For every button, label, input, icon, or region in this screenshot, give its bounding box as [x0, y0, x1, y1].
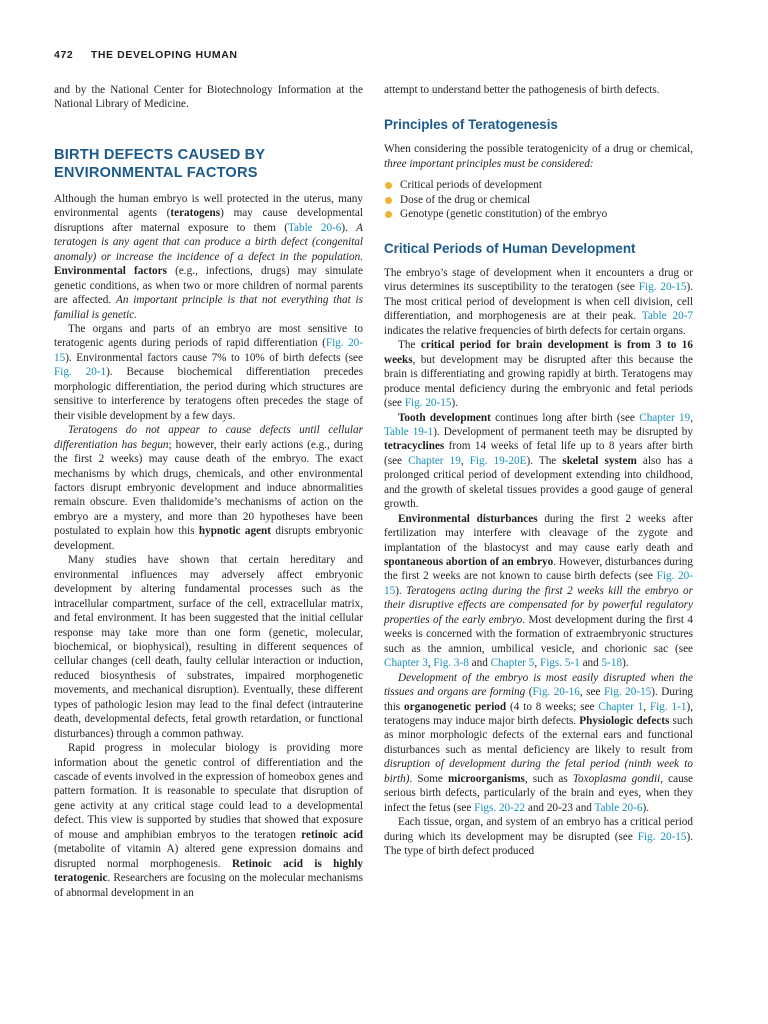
left-column — [54, 83, 363, 900]
paragraph-critical-period-each-tissue: Each tissue, organ, and system of an embryo has a critical period during which its development may be disrupted (see Fig. 20-15). The type of birth defect produced — [384, 816, 693, 858]
link-table-20-7[interactable]: Table 20-7 — [641, 310, 693, 323]
paragraph-teratogens: Although the human embryo is well protected in the uterus, many environmental agents (teratogens) may cause developmental disruptions after maternal exposure to them (Table 20-6). A teratogen is any agent that can produce a birth defect (congenital anomaly) or increase the incidence of a defect in the population. Environmental factors (e.g., infections, drugs) may simulate genetic conditions, as when two or more children of normal parents are affected. An important principle is that not everything that is familial is genetic. — [54, 192, 364, 321]
paragraph-differentiation: Teratogens do not appear to cause defects until cellular differentiation has begun; however, their early actions (e.g., during the first 2 weeks) may cause death of the embryo. The exact mechanisms by which drugs, chemicals, and other environmental factors disrupt embryonic development and induce abnormalities remain obscure. Even thalidomide’s mechanisms of action on the embryo are a mystery, and more than 20 hypotheses have been postulated to explain how this hypnotic agent disrupts embryonic development. — [54, 424, 363, 552]
running-header — [54, 49, 238, 61]
bullet-dot-icon — [385, 182, 392, 189]
link-chapter-5[interactable]: Chapter 5 — [490, 657, 535, 670]
link-fig-19-20e[interactable]: Fig. 19-20E — [469, 454, 527, 467]
paragraph-environmental-disturbances: Environmental disturbances during the first 2 weeks after fertilization may interfere with cleavage of the zygote and implantation of the blastocyst and may cause early death and spontaneous abortion of an embryo. However, disturbances during the first 2 weeks are not known to cause birth defects (see Fig. 20-15). Teratogens acting during the first 2 weeks kill the embryo or their disruptive effects are compensated for by powerful regulatory properties of the early embryo. Most development during the first 4 weeks is concerned with the formation of extraembryonic structures such as the amnion, umbilical vesicle, and chorionic sac (see Chapter 3, Fig. 3-8 and Chapter 5, Figs. 5-1 and 5-18). — [384, 512, 694, 670]
principles-list — [384, 178, 693, 221]
link-figs-20-22[interactable]: Figs. 20-22 — [474, 801, 526, 814]
link-figs-5-1[interactable]: Figs. 5-1 — [540, 657, 580, 670]
paragraph-embryo-stage: The embryo’s stage of development when it encounters a drug or virus determines its susceptibility to the teratogen (see Fig. 20-15). The most critical period of development is when cell division, cell differentiation, and morphogenesis are at their peak. Table 20-7 indicates the relative frequencies of birth defects for certain organs. — [384, 266, 693, 337]
link-chapter-1[interactable]: Chapter 1 — [598, 700, 644, 713]
list-item: Critical periods of development — [384, 178, 693, 192]
link-fig-20-15[interactable]: Fig. 20-15 — [603, 686, 652, 699]
right-column — [384, 83, 693, 859]
paragraph-tooth-development: Tooth development continues long after birth (see Chapter 19, Table 19-1). Development of permanent teeth may be disrupted by tetracyclines from 14 weeks of fetal life up to 8 years after birth (see Chapter 19, Fig. 19-20E). The skeletal system also has a prolonged critical period of development extending into childhood, and the growth of skeletal tissues provides a good gauge of general growth. — [384, 411, 693, 511]
link-fig-20-1[interactable]: Fig. 20-1 — [54, 366, 107, 379]
link-fig-20-15[interactable]: Fig. 20-15 — [384, 570, 693, 597]
link-chapter-3[interactable]: Chapter 3 — [384, 657, 428, 670]
paragraph-brain-development: The critical period for brain development is from 3 to 16 weeks, but development may be disrupted after this because the brain is differentiating and growing rapidly at birth. Teratogens may produce mental deficiency during the embryonic and fetal periods (see Fig. 20-15). — [384, 339, 693, 410]
left-intro-paragraph: and by the National Center for Biotechnology Information at the National Library of Medicine. — [54, 84, 363, 111]
link-fig-20-15[interactable]: Fig. 20-15 — [638, 281, 687, 294]
link-table-19-1[interactable]: Table 19-1 — [384, 425, 434, 438]
right-intro-paragraph: attempt to understand better the pathogenesis of birth defects. — [384, 84, 660, 96]
link-fig-20-16[interactable]: Fig. 20-16 — [532, 686, 580, 699]
link-table-20-6[interactable]: Table 20-6 — [594, 801, 643, 814]
link-fig-3-8[interactable]: Fig. 3-8 — [433, 657, 469, 670]
link-table-20-6[interactable]: Table 20-6 — [287, 221, 342, 234]
heading-critical-periods: Critical Periods of Human Development — [384, 240, 636, 256]
bullet-dot-icon — [385, 197, 392, 204]
list-item: Dose of the drug or chemical — [384, 193, 693, 207]
link-fig-20-15[interactable]: Fig. 20-15 — [404, 397, 452, 410]
paragraph-organogenetic-period: Development of the embryo is most easily disrupted when the tissues and organs are forming (Fig. 20-16, see Fig. 20-15). During this organogenetic period (4 to 8 weeks; see Chapter 1, Fig. 1-1), teratogens may induce major birth defects. Physiologic defects such as minor morphologic defects of the external ears and functional disturbances such as mental deficiency are likely to result from disruption of development during the fetal period (ninth week to birth). Some microorganisms, such as Toxoplasma gondii, cause serious birth defects, particularly of the brain and eyes, when they infect the fetus (see Figs. 20-22 and 20-23 and Table 20-6). — [384, 671, 694, 814]
section-heading: BIRTH DEFECTS CAUSED BY ENVIRONMENTAL FACTORS — [54, 146, 266, 181]
link-fig-20-15[interactable]: Fig. 20-15 — [637, 830, 687, 843]
page-number: 472 — [54, 49, 74, 61]
paragraph-hereditary-influences: Many studies have shown that certain hereditary and environmental influences may adversely affect embryonic development by altering fundamental processes such as the intracellular compartment, surface of the cell, extracellular matrix, and fetal environment. It has been suggested that the initial cellular response may take more than one form (genetic, molecular, biochemical, or biophysical), resulting in different sequences of cellular changes (cell death, faulty cellular interaction or induction, reduced biosynthesis of substrates, impaired morphogenetic movements, and mechanical disruption). Eventually, these different types of pathologic lesion may lead to the final defect (intrauterine death, developmental defects, fetal growth retardation, or functional disturbances) through a common pathway. — [54, 554, 363, 740]
link-fig-20-15[interactable]: Fig. 20-15 — [54, 337, 363, 364]
paragraph-molecular-biology: Rapid progress in molecular biology is providing more information about the genetic control of differentiation and the cascade of events involved in the expression of homeobox genes and pattern formation. It is reasonable to speculate that disruption of gene activity at any critical stage could lead to a developmental defect. This view is supported by studies that showed that exposure of mouse and amphibian embryos to the teratogen retinoic acid (metabolite of vitamin A) altered gene expression domains and disrupted normal morphogenesis. Retinoic acid is highly teratogenic. Researchers are focusing on the molecular mechanisms of abnormal development in an — [54, 742, 364, 899]
list-item: Genotype (genetic constitution) of the embryo — [384, 207, 693, 221]
link-chapter-19[interactable]: Chapter 19 — [408, 454, 461, 467]
bullet-dot-icon — [385, 211, 392, 218]
paragraph-sensitivity: The organs and parts of an embryo are most sensitive to teratogenic agents during periods of rapid differentiation (Fig. 20-15). Environmental factors cause 7% to 10% of birth defects (see Fig. 20-1). Because biochemical differentiation precedes morphologic differentiation, the period during which structures are sensitive to interference by teratogens often precedes the stage of their visible development by a few days. — [54, 322, 363, 422]
link-chapter-19[interactable]: Chapter 19 — [639, 411, 691, 424]
heading-principles-of-teratogenesis: Principles of Teratogenesis — [384, 117, 558, 133]
link-5-18[interactable]: 5-18 — [601, 657, 623, 670]
paragraph-principles: When considering the possible teratogenicity of a drug or chemical, three important principles must be considered: — [384, 143, 693, 170]
link-fig-1-1[interactable]: Fig. 1-1 — [649, 700, 687, 713]
running-title: THE DEVELOPING HUMAN — [90, 49, 238, 61]
